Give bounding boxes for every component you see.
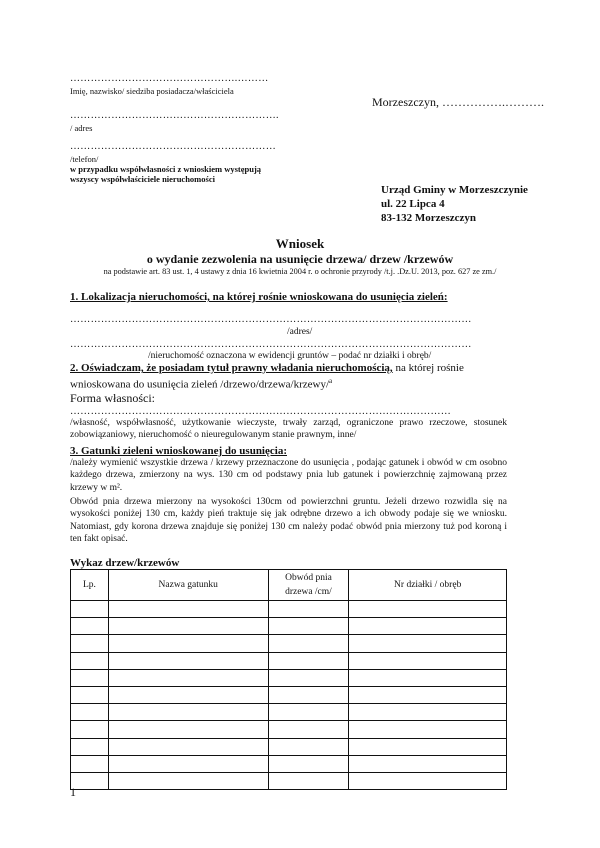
cell-species[interactable] xyxy=(108,704,268,721)
section1-plot-label: /nieruchomość oznaczona w ewidencji gruntów – podać nr działki i obręb/ xyxy=(148,351,432,361)
col-header-circumference xyxy=(268,570,349,601)
cell-circumference[interactable] xyxy=(268,721,349,738)
cell-lp[interactable] xyxy=(71,704,109,721)
page-number: 1 xyxy=(70,785,76,799)
cell-plot[interactable] xyxy=(349,601,507,618)
section3-measurement-note: Obwód pnia drzewa mierzony na wysokości 130cm od powierzchni gruntu. Jeżeli drzewo rozwidla się na wysokości poniżej 130 cm, każdy pień traktuje się jak odrębne drzewo a ich obwody podaje się we wniosku. Natomiast, gdy korona drzewa znajduje się poniżej 130 cm należy podać obwód pnia mierzony tuż pod koroną i ten fakt opisać. xyxy=(70,497,507,545)
cell-plot[interactable] xyxy=(349,618,507,635)
coowner-note-line2: wszyscy współwłaściciele nieruchomości xyxy=(70,174,215,184)
cell-lp[interactable] xyxy=(71,635,109,652)
recipient-line2: ul. 22 Lipca 4 xyxy=(381,198,445,210)
table-row xyxy=(71,772,507,789)
cell-circumference[interactable] xyxy=(268,772,349,789)
table-row xyxy=(71,755,507,772)
table-row xyxy=(71,738,507,755)
name-label: Imię, nazwisko/ siedziba posiadacza/właściciela xyxy=(70,86,234,96)
section1-address-dots[interactable]: ……………………………………………………………………………………………………… xyxy=(70,314,472,325)
section2-heading-rest: na której rośnie xyxy=(392,362,464,374)
cell-species[interactable] xyxy=(108,601,268,618)
section2-line2-wrap xyxy=(70,377,332,391)
cell-plot[interactable] xyxy=(349,652,507,669)
col-header-circumference-line2: drzewa /cm/ xyxy=(285,587,332,597)
table-row xyxy=(71,704,507,721)
cell-plot[interactable] xyxy=(349,704,507,721)
cell-species[interactable] xyxy=(108,738,268,755)
cell-lp[interactable] xyxy=(71,601,109,618)
cell-lp[interactable] xyxy=(71,652,109,669)
place-date[interactable]: Morzeszczyn, …………….………. xyxy=(372,95,544,109)
cell-lp[interactable] xyxy=(71,755,109,772)
cell-lp[interactable] xyxy=(71,738,109,755)
cell-circumference[interactable] xyxy=(268,686,349,703)
cell-circumference[interactable] xyxy=(268,738,349,755)
ownership-dots[interactable]: ………………………………………………………………………………………………… xyxy=(70,406,452,417)
cell-circumference[interactable] xyxy=(268,635,349,652)
cell-circumference[interactable] xyxy=(268,755,349,772)
coowner-note-line1: w przypadku współwłasności z wnioskiem występują xyxy=(70,164,262,174)
cell-species[interactable] xyxy=(108,635,268,652)
cell-species[interactable] xyxy=(108,669,268,686)
cell-species[interactable] xyxy=(108,755,268,772)
ownership-label: Forma własności: xyxy=(70,391,155,405)
cell-species[interactable] xyxy=(108,652,268,669)
cell-lp[interactable] xyxy=(71,686,109,703)
table-row xyxy=(71,669,507,686)
section1-heading: 1. Lokalizacja nieruchomości, na której rośnie wnioskowana do usunięcia zieleń: xyxy=(70,291,448,303)
cell-species[interactable] xyxy=(108,721,268,738)
address-dots-line[interactable]: ……………………………………………………. xyxy=(70,110,279,121)
legal-basis: na podstawie art. 83 ust. 1, 4 ustawy z dnia 16 kwietnia 2004 r. o ochronie przyrody /t.j. .Dz.U. 2013, poz. 627 ze zm./ xyxy=(103,267,497,276)
cell-circumference[interactable] xyxy=(268,618,349,635)
cell-species[interactable] xyxy=(108,772,268,789)
address-label: / adres xyxy=(70,123,93,133)
cell-plot[interactable] xyxy=(349,686,507,703)
cell-plot[interactable] xyxy=(349,755,507,772)
recipient-line3: 83-132 Morzeszczyn xyxy=(381,212,476,224)
name-dots-line[interactable]: ………………………………………….……… xyxy=(70,73,269,84)
table-row xyxy=(71,618,507,635)
cell-lp[interactable] xyxy=(71,669,109,686)
col-header-plot: Nr działki / obręb xyxy=(349,570,507,601)
col-header-circumference-line1: Obwód pnia xyxy=(285,573,332,583)
cell-lp[interactable] xyxy=(71,721,109,738)
section2-heading: 2. Oświadczam, że posiadam tytuł prawny władania nieruchomością, xyxy=(70,362,393,374)
cell-species[interactable] xyxy=(108,686,268,703)
document-subtitle: o wydanie zezwolenia na usunięcie drzewa/ drzew /krzewów xyxy=(146,252,454,266)
trees-table xyxy=(70,569,507,790)
cell-species[interactable] xyxy=(108,618,268,635)
col-header-species: Nazwa gatunku xyxy=(108,570,268,601)
section1-address-label: /adres/ xyxy=(287,327,313,337)
ownership-note: /własność, współwłasność, użytkowanie wieczyste, trwały zarząd, ograniczone prawo rzeczowe, stosunek zobowiązaniowy, nieruchomość o nieuregulowanym stanie prawnym, inne/ xyxy=(70,418,507,441)
table-header-row xyxy=(71,570,507,601)
phone-dots-line[interactable]: …………………………………………………… xyxy=(70,141,276,152)
cell-plot[interactable] xyxy=(349,772,507,789)
cell-circumference[interactable] xyxy=(268,601,349,618)
section2-line2: wnioskowana do usunięcia zieleń /drzewo/drzewa/krzewy/ xyxy=(70,378,330,391)
section2-superscript: a xyxy=(329,377,333,385)
phone-label: /telefon/ xyxy=(70,154,99,164)
cell-plot[interactable] xyxy=(349,635,507,652)
section2-heading-line xyxy=(70,362,464,374)
col-header-lp: Lp. xyxy=(71,570,109,601)
table-row xyxy=(71,635,507,652)
table-title: Wykaz drzew/krzewów xyxy=(70,557,180,569)
section3-instructions: /należy wymienić wszystkie drzewa / krzewy przeznaczone do usunięcia , podając gatunek i obwód w cm osobno każdego drzewa, zmierzony na wys. 130 cm od podstawy pnia lub gatunek i powierzchnię zajmowaną przez krzewy w m². xyxy=(70,458,507,493)
cell-circumference[interactable] xyxy=(268,669,349,686)
table-row xyxy=(71,652,507,669)
cell-lp[interactable] xyxy=(71,618,109,635)
recipient-line1: Urząd Gminy w Morzeszczynie xyxy=(381,184,528,196)
cell-plot[interactable] xyxy=(349,669,507,686)
cell-circumference[interactable] xyxy=(268,704,349,721)
document-title: Wniosek xyxy=(275,236,325,251)
table-row xyxy=(71,721,507,738)
cell-plot[interactable] xyxy=(349,721,507,738)
table-row xyxy=(71,686,507,703)
cell-lp[interactable] xyxy=(71,772,109,789)
table-row xyxy=(71,601,507,618)
section1-plot-dots[interactable]: ……………………………………………………………………………………………………… xyxy=(70,339,472,350)
cell-circumference[interactable] xyxy=(268,652,349,669)
cell-plot[interactable] xyxy=(349,738,507,755)
section3-heading: 3. Gatunki zieleni wnioskowanej do usunięcia: xyxy=(70,445,287,457)
